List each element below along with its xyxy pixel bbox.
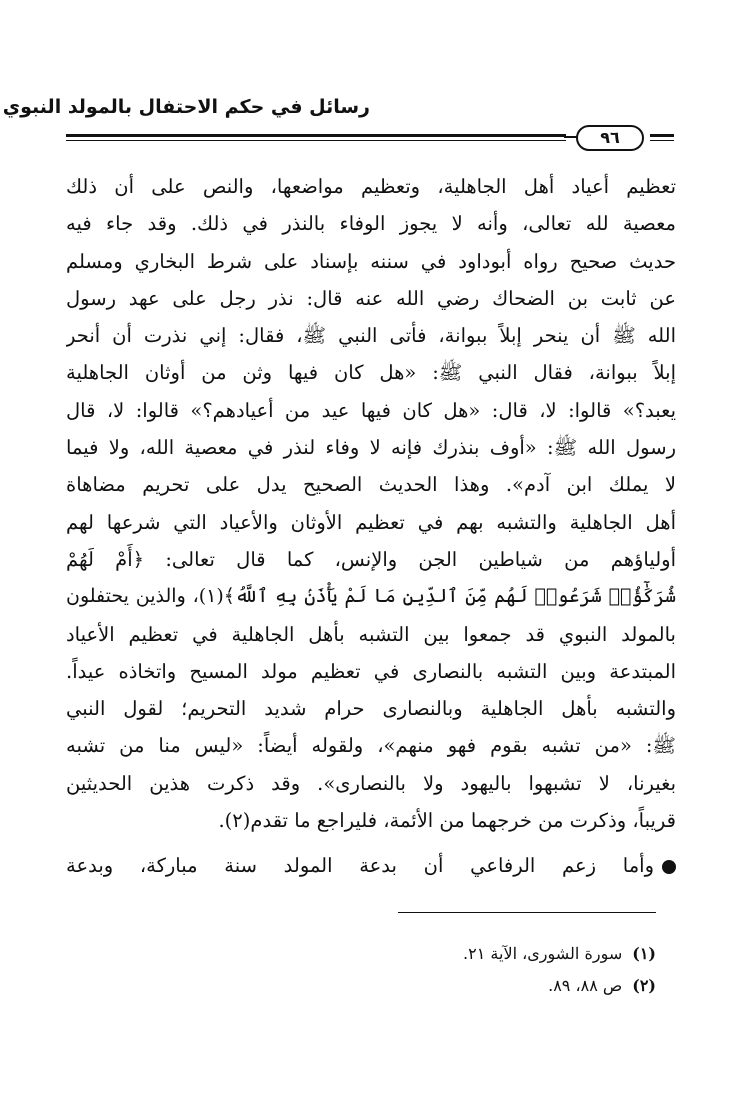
footnote-2-text: ص ٨٨، ٨٩. <box>548 976 623 995</box>
text-line-12: شُرَكَٰٓؤُا۟ شَرَعُوا۟ لَهُم مِّنَ ٱلدِّينِ مَا لَمْ يَأْذَنۢ بِهِ ٱللَّهُ﴾(١)، والذين يحتفلون <box>66 585 676 608</box>
main-text <box>66 168 676 885</box>
page-number-frame <box>566 125 650 151</box>
footnote-2 <box>96 970 656 1002</box>
text-line-10: أهل الجاهلية والتشبه بهم في تعظيم الأوثان والأعياد التي شرعها لهم <box>66 510 676 534</box>
text-line-3: حديث صحيح رواه أبوداود في سننه بإسناد على شرط البخاري ومسلم <box>66 249 676 273</box>
text-line-2: معصية لله تعالى، وأنه لا يجوز الوفاء بالنذر في ذلك. وقد جاء فيه <box>66 212 676 236</box>
text-line-6: إبلاً ببوانة، فقال النبي ﷺ: «هل كان فيها وثن من أوثان الجاهلية <box>66 361 676 385</box>
footnote-1-text: سورة الشورى، الآية ٢١. <box>463 944 623 963</box>
bullet-icon <box>662 860 676 874</box>
text-line-11: أولياؤهم من شياطين الجن والإنس، كما قال تعالى: ﴿أَمْ لَهُمْ <box>66 547 676 571</box>
footnote-1-number: (١) <box>632 944 656 963</box>
page-number: ٩٦ <box>576 125 644 151</box>
running-header-title: رسائل في حكم الاحتفال بالمولد النبوي <box>2 96 370 118</box>
text-line-19: وأما زعم الرفاعي أن بدعة المولد سنة مباركة، وبدعة <box>66 854 654 878</box>
text-line-13: بالمولد النبوي قد جمعوا بين التشبه بأهل الجاهلية في تعظيم الأعياد <box>66 622 676 646</box>
text-line-14: المبتدعة وبين التشبه بالنصارى في تعظيم مولد المسيح واتخاذه عيداً. <box>66 659 676 683</box>
page-number-ornament <box>564 136 578 138</box>
footnotes <box>96 938 656 1002</box>
footnote-2-number: (٢) <box>632 976 656 995</box>
text-line-8: رسول الله ﷺ: «أوف بنذرك فإنه لا وفاء لنذر في معصية الله، ولا فيما <box>66 436 676 460</box>
text-line-18: قريباً، وذكرت من خرجهما من الأئمة، فليراجع ما تقدم(٢). <box>218 809 676 833</box>
text-line-1: تعظيم أعياد أهل الجاهلية، وتعظيم مواضعها، والنص على أن ذلك <box>66 175 676 198</box>
text-line-5: الله ﷺ أن ينحر إبلاً ببوانة، فأتى النبي ﷺ، فقال: إني نذرت أن أنحر <box>66 324 676 348</box>
text-line-17: بغيرنا، لا تشبهوا باليهود ولا بالنصارى». وقد ذكرت هذين الحديثين <box>66 771 676 795</box>
footnote-1 <box>96 938 656 970</box>
text-line-7: يعبد؟» قالوا: لا، قال: «هل كان فيها عيد من أعيادهم؟» قالوا: لا، قال <box>66 398 676 422</box>
text-line-4: عن ثابت بن الضحاك رضي الله عنه قال: نذر رجل على عهد رسول <box>66 286 676 310</box>
text-line-15: والتشبه بأهل الجاهلية وبالنصارى حرام شديد التحريم؛ لقول النبي <box>66 697 676 721</box>
footnote-separator <box>398 912 656 913</box>
paragraph-start-line <box>66 847 676 884</box>
text-line-9: لا يملك ابن آدم». وهذا الحديث الصحيح يدل على تحريم مضاهاة <box>66 473 676 497</box>
text-line-16: ﷺ: «من تشبه بقوم فهو منهم»، ولقوله أيضاً: «ليس منا من تشبه <box>66 734 676 758</box>
